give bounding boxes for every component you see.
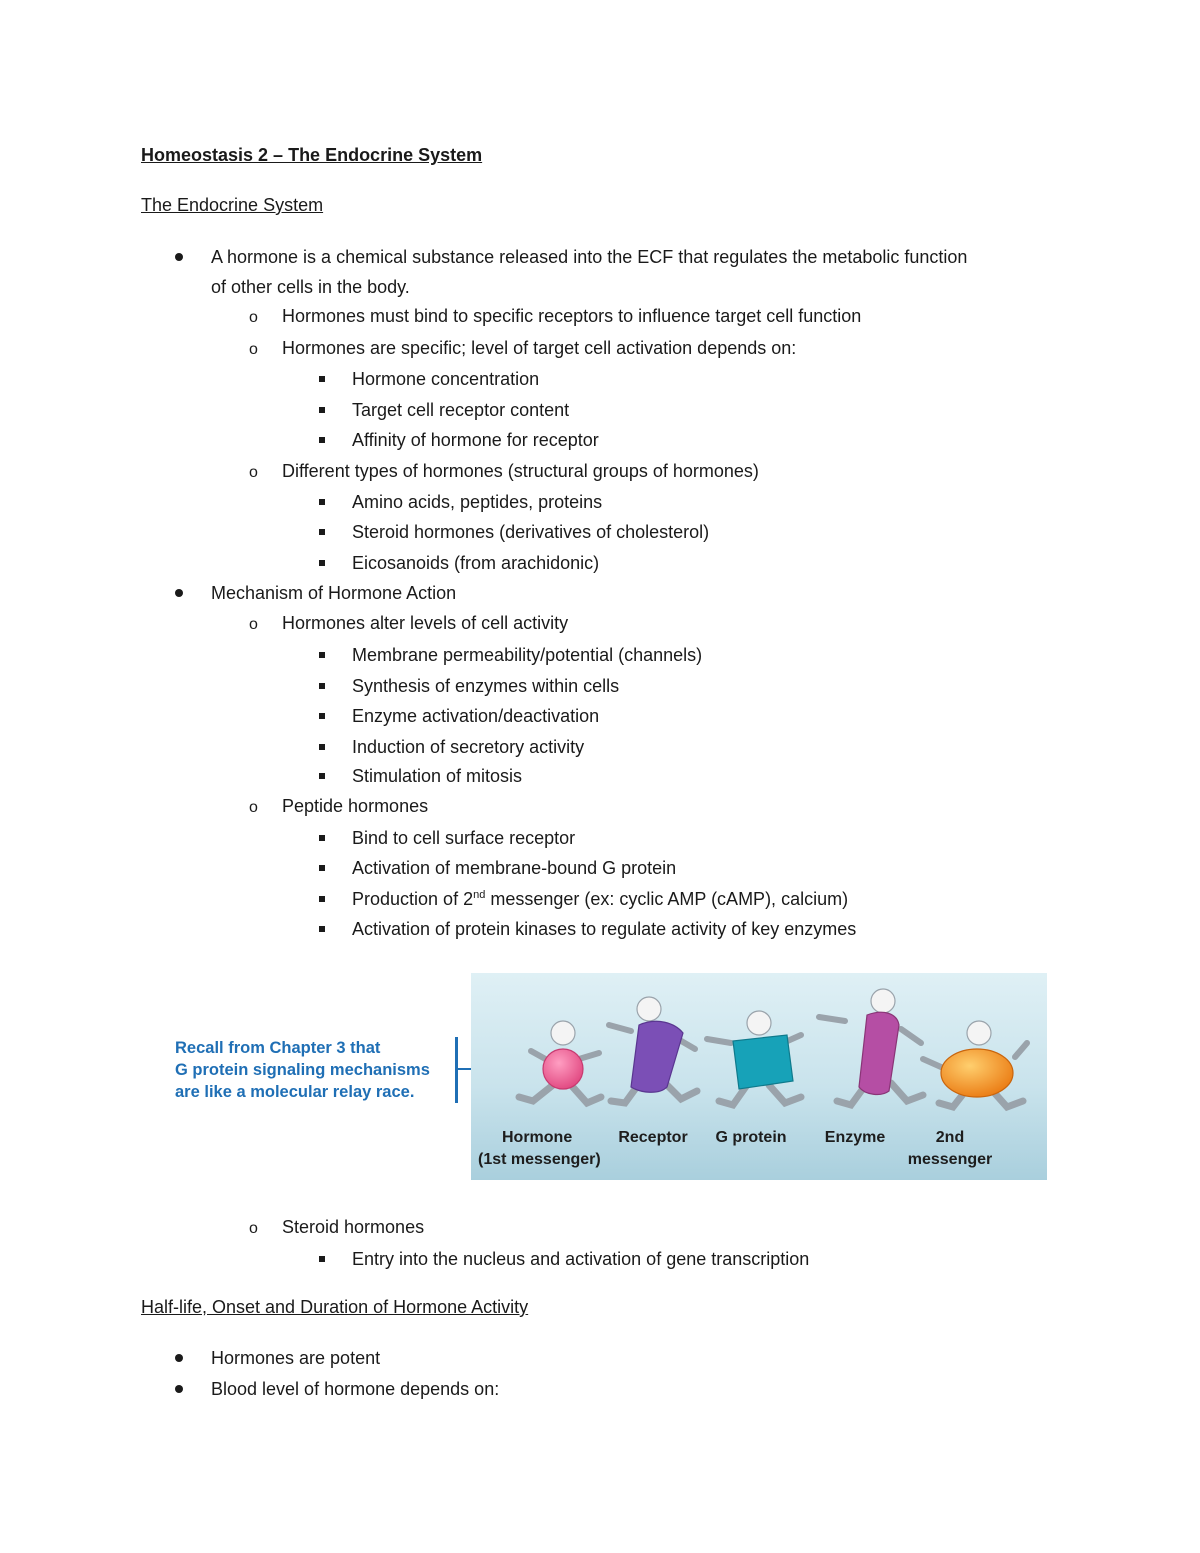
square-bullet-icon bbox=[319, 560, 325, 566]
circle-bullet-icon: o bbox=[249, 799, 258, 816]
square-bullet-icon bbox=[319, 773, 325, 779]
list-item: Steroid hormones (derivatives of cholesterol) bbox=[352, 522, 710, 542]
square-bullet-icon bbox=[319, 865, 325, 871]
circle-bullet-icon: o bbox=[249, 341, 258, 358]
list-item: Steroid hormones bbox=[282, 1217, 425, 1237]
list-item: Enzyme activation/deactivation bbox=[352, 706, 600, 726]
square-bullet-icon bbox=[319, 713, 325, 719]
callout-line: Recall from Chapter 3 that bbox=[175, 1039, 381, 1057]
callout-bracket bbox=[455, 1037, 458, 1103]
list-item: Synthesis of enzymes within cells bbox=[352, 676, 620, 696]
list-item: Peptide hormones bbox=[282, 796, 429, 816]
square-bullet-icon bbox=[319, 437, 325, 443]
bullet-icon bbox=[175, 1385, 183, 1393]
circle-bullet-icon: o bbox=[249, 464, 258, 481]
list-item: Blood level of hormone depends on: bbox=[211, 1379, 500, 1399]
bullet-icon bbox=[175, 253, 183, 261]
runner-label: 2nd messenger bbox=[907, 1129, 993, 1168]
bullet-icon bbox=[175, 589, 183, 597]
square-bullet-icon bbox=[319, 376, 325, 382]
list-item: Hormones alter levels of cell activity bbox=[282, 613, 569, 633]
circle-bullet-icon: o bbox=[249, 616, 258, 633]
runner-label: Receptor bbox=[618, 1129, 688, 1146]
list-item: Hormones must bind to specific receptors to influence target cell function bbox=[282, 306, 862, 326]
list-item: Hormones are specific; level of target cell activation depends on: bbox=[282, 338, 797, 358]
square-bullet-icon bbox=[319, 1256, 325, 1262]
list-item: Production of 2nd messenger (ex: cyclic AMP (cAMP), calcium) bbox=[352, 889, 849, 909]
list-item: Entry into the nucleus and activation of gene transcription bbox=[352, 1249, 810, 1269]
circle-bullet-icon: o bbox=[249, 1220, 258, 1237]
bullet-icon bbox=[175, 1354, 183, 1362]
square-bullet-icon bbox=[319, 683, 325, 689]
square-bullet-icon bbox=[319, 896, 325, 902]
figure-callout bbox=[175, 1037, 465, 1103]
list-item: Bind to cell surface receptor bbox=[352, 828, 576, 848]
square-bullet-icon bbox=[319, 499, 325, 505]
list-item: Eicosanoids (from arachidonic) bbox=[352, 553, 600, 573]
square-bullet-icon bbox=[319, 926, 325, 932]
section-heading-endocrine: The Endocrine System bbox=[141, 195, 324, 215]
square-bullet-icon bbox=[319, 407, 325, 413]
list-item: Different types of hormones (structural groups of hormones) bbox=[282, 461, 759, 481]
list-item: Affinity of hormone for receptor bbox=[352, 430, 599, 450]
section-heading-halflife: Half-life, Onset and Duration of Hormone Activity bbox=[141, 1297, 529, 1317]
square-bullet-icon bbox=[319, 529, 325, 535]
runner-label: G protein bbox=[715, 1129, 787, 1146]
square-bullet-icon bbox=[319, 744, 325, 750]
callout-line: G protein signaling mechanisms bbox=[175, 1061, 430, 1079]
circle-bullet-icon: o bbox=[249, 309, 258, 326]
list-item: Amino acids, peptides, proteins bbox=[352, 492, 603, 512]
list-item: Activation of membrane-bound G protein bbox=[352, 858, 677, 878]
runner-label: Hormone (1st messenger) bbox=[478, 1129, 601, 1168]
square-bullet-icon bbox=[319, 652, 325, 658]
square-bullet-icon bbox=[319, 835, 325, 841]
list-item: Membrane permeability/potential (channels) bbox=[352, 645, 703, 665]
list-item: of other cells in the body. bbox=[211, 277, 410, 297]
list-item: Mechanism of Hormone Action bbox=[211, 583, 457, 603]
list-item: Hormones are potent bbox=[211, 1348, 381, 1368]
list-item: Target cell receptor content bbox=[352, 400, 570, 420]
page-title: Homeostasis 2 – The Endocrine System bbox=[141, 145, 483, 165]
list-item: Hormone concentration bbox=[352, 369, 540, 389]
list-item: Induction of secretory activity bbox=[352, 737, 585, 757]
callout-line: are like a molecular relay race. bbox=[175, 1083, 415, 1101]
list-item: Activation of protein kinases to regulate activity of key enzymes bbox=[352, 919, 857, 939]
runner-label: Enzyme bbox=[824, 1129, 886, 1146]
list-item: A hormone is a chemical substance released into the ECF that regulates the metabolic function bbox=[211, 247, 968, 267]
list-item: Stimulation of mitosis bbox=[352, 766, 523, 786]
